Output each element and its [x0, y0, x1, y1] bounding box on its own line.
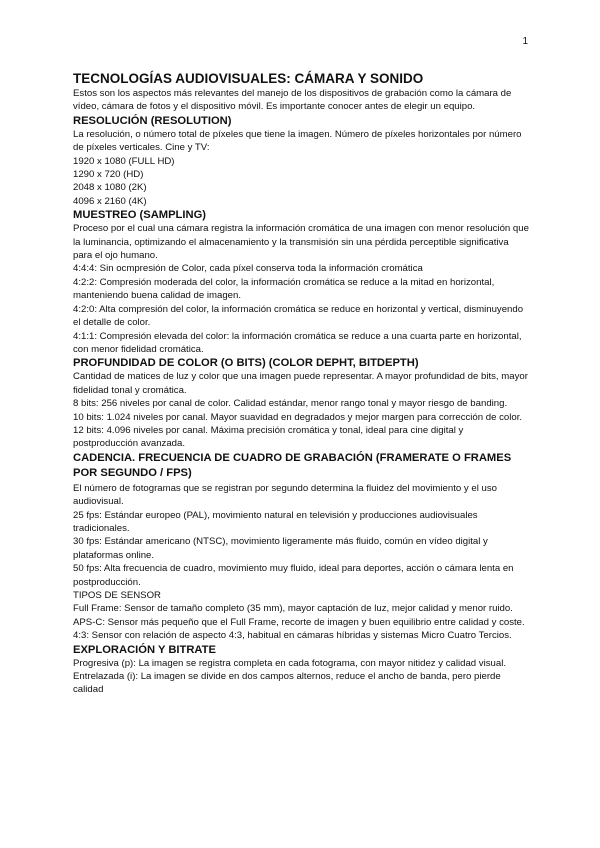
scan-item: Progresiva (p): La imagen se registra completa en cada fotograma, con mayor nitidez y calidad visual.	[73, 657, 506, 669]
resolution-item: 1290 x 720 (HD)	[73, 169, 144, 181]
color-depth-item: 8 bits: 256 niveles por canal de color. Calidad estándar, menor rango tonal y mayor riesgo de banding.	[73, 398, 508, 410]
framerate-heading: CADENCIA. FRECUENCIA DE CUADRO DE GRABACIÓN (FRAMERATE O FRAMES POR SEGUNDO / FPS)	[73, 451, 512, 480]
resolution-item: 2048 x 1080 (2K)	[73, 182, 147, 194]
sampling-item: 4:2:0: Alta compresión del color, la información cromática se reduce en horizontal y vertical, disminuyendo el detalle de color.	[73, 303, 524, 329]
framerate-description: El número de fotogramas que se registran por segundo determina la fluidez del movimiento y el uso audiovisual.	[73, 482, 497, 508]
sampling-item: 4:2:2: Compresión moderada del color, la información cromática se reduce a la mitad en horizontal, manteniendo buena calidad de imagen.	[73, 276, 495, 302]
sensor-heading: TIPOS DE SENSOR	[73, 590, 161, 601]
color-depth-heading: PROFUNDIDAD DE COLOR (O BITS) (COLOR DEPHT, BITDEPTH)	[73, 357, 419, 370]
scan-item: Entrelazada (i): La imagen se divide en dos campos alternos, reduce el ancho de banda, pero pierde calidad	[73, 671, 501, 696]
color-depth-item: 12 bits: 4.096 niveles por canal. Máxima precisión cromática y tonal, ideal para cine digital y postproducción avanzada.	[73, 424, 464, 450]
sensor-item: Full Frame: Sensor de tamaño completo (35 mm), mayor captación de luz, mejor calidad y menor ruido.	[73, 603, 513, 615]
framerate-item: 25 fps: Estándar europeo (PAL), movimiento natural en televisión y producciones audiovisuales tradicionales.	[73, 509, 478, 534]
sampling-item: 4:4:4: Sin ocmpresión de Color, cada píxel conserva toda la información cromática	[73, 263, 423, 275]
scan-heading: EXPLORACIÓN Y BITRATE	[73, 643, 216, 656]
resolution-description: La resolución, o número total de píxeles que tiene la imagen. Número de píxeles horizontales por número de píxeles verticales. Cine y TV:	[73, 128, 522, 154]
resolution-item: 1920 x 1080 (FULL HD)	[73, 155, 175, 167]
framerate-item: 30 fps: Estándar americano (NTSC), movimiento ligeramente más fluido, común en vídeo digital y plataformas online.	[73, 536, 488, 561]
sampling-heading: MUESTREO (SAMPLING)	[73, 209, 207, 222]
sampling-item: 4:1:1: Compresión elevada del color: la información cromática se reduce a una cuarta parte en horizontal, con menor fidelidad cromática.	[73, 330, 522, 355]
sampling-description: Proceso por el cual una cámara registra la información cromática de una imagen con menor resolución que la luminancia, optimizando el almacenamiento y la transmisión sin una pérdida perceptible significativa para el ojo humano.	[73, 223, 529, 262]
document-body	[73, 70, 529, 697]
sensor-item: APS-C: Sensor más pequeño que el Full Frame, recorte de imagen y buen equilibrio entre calidad y coste.	[73, 616, 525, 628]
resolution-item: 4096 x 2160 (4K)	[73, 195, 147, 207]
resolution-heading: RESOLUCIÓN (RESOLUTION)	[73, 114, 232, 127]
color-depth-item: 10 bits: 1.024 niveles por canal. Mayor suavidad en degradados y mejor margen para corrección de color.	[73, 411, 523, 423]
framerate-item: 50 fps: Alta frecuencia de cuadro, movimiento muy fluido, ideal para deportes, acción o cámara lenta en postproducción.	[73, 563, 514, 588]
document-title: TECNOLOGÍAS AUDIOVISUALES: CÁMARA Y SONIDO	[73, 71, 424, 86]
intro-paragraph: Estos son los aspectos más relevantes del manejo de los dispositivos de grabación como la cámara de vídeo, cámara de fotos y el dispositivo móvil. Es importante conocer antes de elegir un equipo.	[73, 88, 512, 113]
page-number: 1	[522, 36, 528, 47]
color-depth-description: Cantidad de matices de luz y color que una imagen puede representar. A mayor profundidad de bits, mayor fidelidad tonal y cromática.	[73, 371, 528, 396]
sensor-item: 4:3: Sensor con relación de aspecto 4:3, habitual en cámaras híbridas y sistemas Micro Cuatro Tercios.	[73, 630, 512, 642]
